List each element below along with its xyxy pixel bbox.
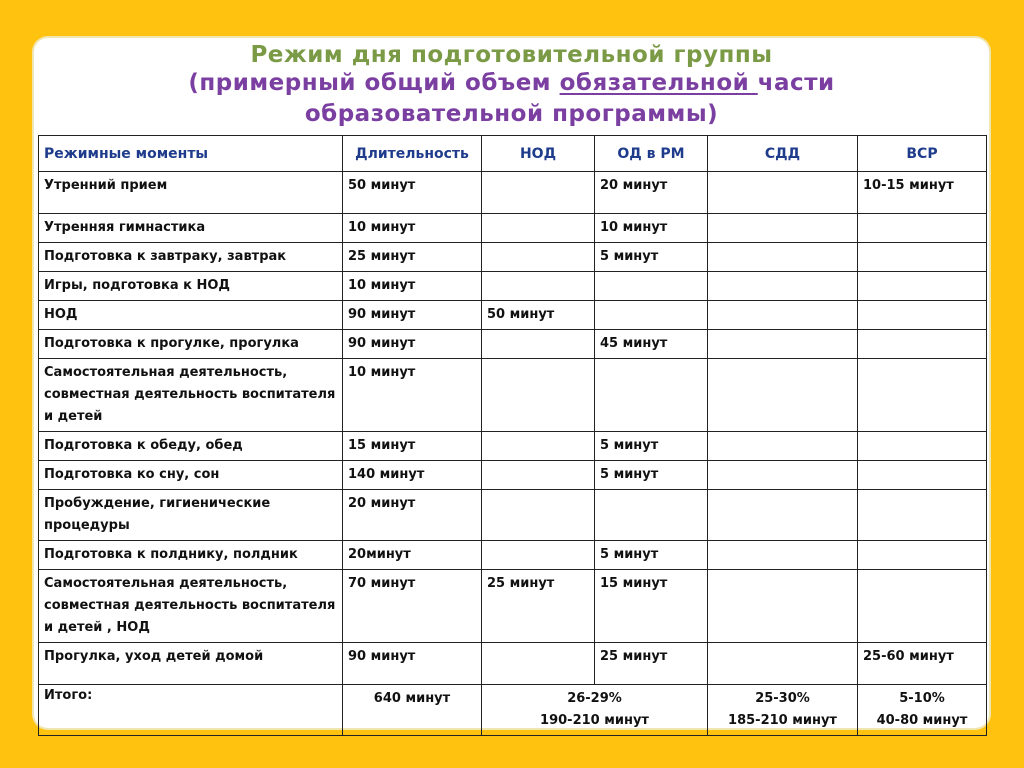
od-cell: 5 минут [595,243,708,272]
vsr-cell [858,570,987,643]
nod-cell [482,432,595,461]
row-label: Подготовка к прогулке, прогулка [39,330,343,359]
duration-cell: 90 минут [343,643,482,685]
sdd-cell [708,359,858,432]
totals-vsr-min: 40-80 минут [876,713,968,728]
row-label: Игры, подготовка к НОД [39,272,343,301]
od-cell: 15 минут [595,570,708,643]
table-row [39,272,987,301]
header-cell: ВСР [858,136,987,172]
totals-nod-od-pct: 26-29% [567,691,622,706]
table-header-row [39,136,987,172]
sdd-cell [708,490,858,541]
nod-cell [482,643,595,685]
row-label: Самостоятельная деятельность, совместная деятельность воспитателя и детей [39,359,343,432]
od-cell: 20 минут [595,172,708,214]
vsr-cell [858,359,987,432]
nod-cell [482,359,595,432]
table-row [39,541,987,570]
title-line-2-after: части [757,70,835,96]
vsr-cell [858,461,987,490]
table-row [39,301,987,330]
table-row [39,359,987,432]
nod-cell [482,172,595,214]
table-row [39,172,987,214]
vsr-cell [858,272,987,301]
duration-cell: 90 минут [343,330,482,359]
od-cell [595,359,708,432]
duration-cell: 20 минут [343,490,482,541]
row-label: Подготовка к обеду, обед [39,432,343,461]
od-cell: 5 минут [595,541,708,570]
od-cell [595,272,708,301]
title-underlined-word: обязательной [559,70,758,96]
nod-cell [482,272,595,301]
row-label: Пробуждение, гигиенические процедуры [39,490,343,541]
duration-cell: 10 минут [343,359,482,432]
totals-label: Итого: [39,685,343,736]
header-cell: НОД [482,136,595,172]
nod-cell [482,541,595,570]
nod-cell [482,214,595,243]
table-row [39,432,987,461]
row-label: Подготовка ко сну, сон [39,461,343,490]
nod-cell: 25 минут [482,570,595,643]
table-row [39,461,987,490]
sdd-cell [708,432,858,461]
duration-cell: 90 минут [343,301,482,330]
totals-row [39,685,987,736]
od-cell [595,301,708,330]
header-cell: СДД [708,136,858,172]
duration-cell: 10 минут [343,272,482,301]
totals-duration: 640 минут [343,685,482,736]
od-cell [595,490,708,541]
sdd-cell [708,643,858,685]
sdd-cell [708,570,858,643]
nod-cell [482,461,595,490]
title-line-2-before: (примерный общий объем [188,70,560,96]
totals-nod-od-min: 190-210 минут [540,713,649,728]
duration-cell: 25 минут [343,243,482,272]
title-line-1: Режим дня подготовительной группы [250,42,773,68]
table-row [39,330,987,359]
table-row [39,243,987,272]
sdd-cell [708,172,858,214]
totals-sdd [708,685,858,736]
header-cell: Режимные моменты [39,136,343,172]
title-line-3: образовательной программы) [304,101,719,127]
duration-cell: 70 минут [343,570,482,643]
slide-card [34,38,989,728]
sdd-cell [708,330,858,359]
vsr-cell [858,432,987,461]
duration-cell: 50 минут [343,172,482,214]
duration-cell: 140 минут [343,461,482,490]
sdd-cell [708,301,858,330]
nod-cell: 50 минут [482,301,595,330]
od-cell: 5 минут [595,461,708,490]
row-label: Самостоятельная деятельность, совместная деятельность воспитателя и детей , НОД [39,570,343,643]
sdd-cell [708,541,858,570]
nod-cell [482,243,595,272]
od-cell: 5 минут [595,432,708,461]
totals-sdd-pct: 25-30% [755,691,810,706]
table-row [39,214,987,243]
vsr-cell [858,214,987,243]
header-cell: ОД в РМ [595,136,708,172]
od-cell: 10 минут [595,214,708,243]
totals-sdd-min: 185-210 минут [728,713,837,728]
vsr-cell: 10-15 минут [858,172,987,214]
vsr-cell [858,301,987,330]
sdd-cell [708,243,858,272]
nod-cell [482,330,595,359]
row-label: Утренний прием [39,172,343,214]
nod-cell [482,490,595,541]
sdd-cell [708,272,858,301]
od-cell: 25 минут [595,643,708,685]
totals-vsr-pct: 5-10% [899,691,945,706]
row-label: Подготовка к завтраку, завтрак [39,243,343,272]
row-label: Прогулка, уход детей домой [39,643,343,685]
od-cell: 45 минут [595,330,708,359]
vsr-cell [858,541,987,570]
header-cell: Длительность [343,136,482,172]
table-row [39,643,987,685]
vsr-cell [858,490,987,541]
title-line-2 [34,70,989,96]
schedule-table [38,135,987,736]
table-row [39,570,987,643]
row-label: НОД [39,301,343,330]
totals-vsr [858,685,987,736]
vsr-cell [858,243,987,272]
table-row [39,490,987,541]
row-label: Утренняя гимнастика [39,214,343,243]
vsr-cell [858,330,987,359]
duration-cell: 10 минут [343,214,482,243]
row-label: Подготовка к полднику, полдник [39,541,343,570]
duration-cell: 15 минут [343,432,482,461]
sdd-cell [708,214,858,243]
duration-cell: 20минут [343,541,482,570]
vsr-cell: 25-60 минут [858,643,987,685]
sdd-cell [708,461,858,490]
totals-nod-od [482,685,708,736]
